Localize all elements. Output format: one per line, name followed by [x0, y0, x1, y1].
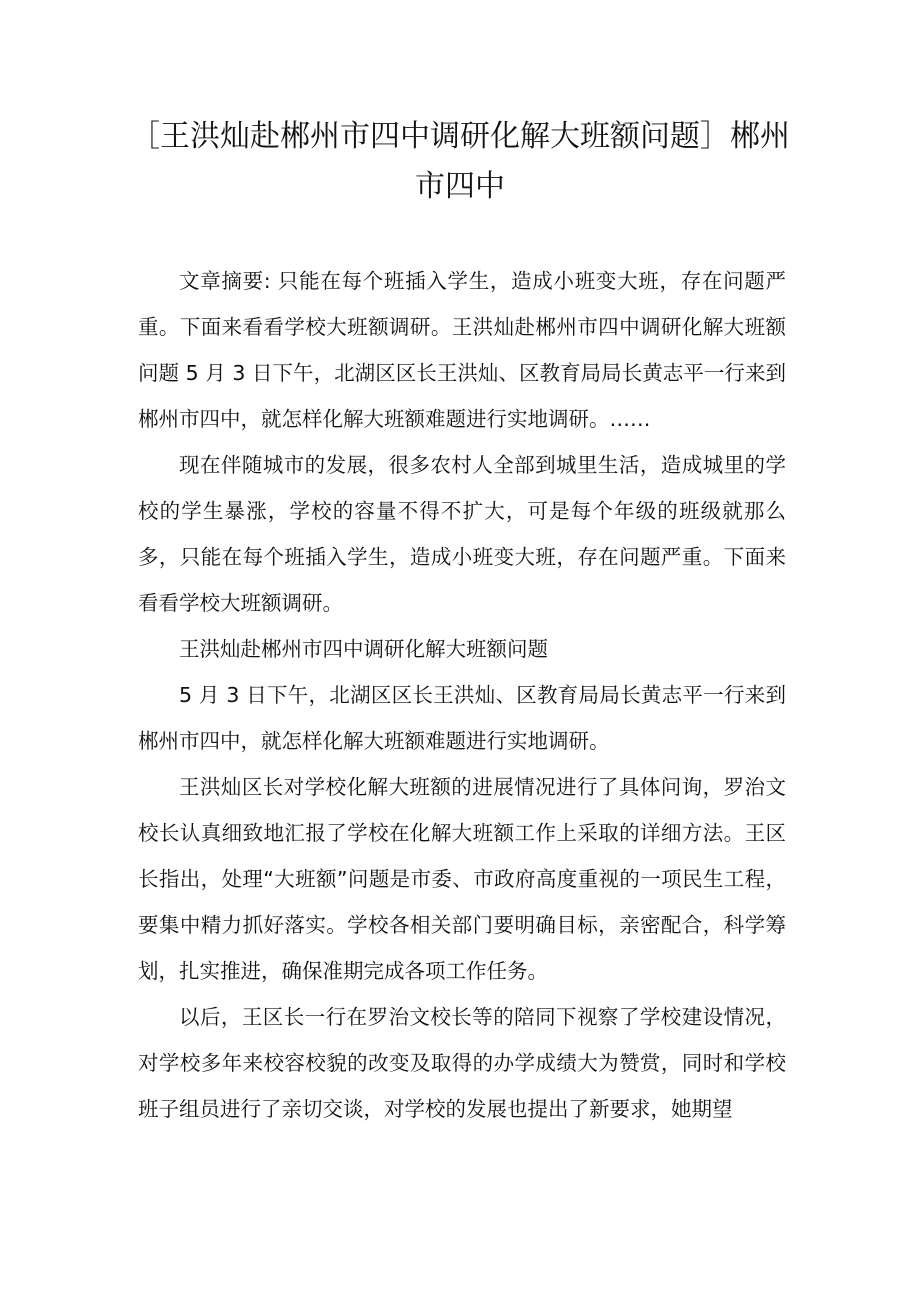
paragraph-visit: 5 月 3 日下午，北湖区区长王洪灿、区教育局局长黄志平一行来到郴州市四中，就怎样化解大班额难题进行实地调研。 [138, 683, 786, 753]
paragraph-background: 现在伴随城市的发展，很多农村人全部到城里生活，造成城里的学校的学生暴涨，学校的容量不得不扩大，可是每个年级的班级就那么多，只能在每个班插入学生，造成小班变大班，存在问题严重。下面来看看学校大班额调研。 [138, 453, 786, 615]
paragraph-abstract: 文章摘要: 只能在每个班插入学生，造成小班变大班，存在问题严重。下面来看看学校大班额调研。王洪灿赴郴州市四中调研化解大班额问题 5 月 3 日下午，北湖区区长王洪灿、区教育局局长黄志平一行来到郴州市四中，就怎样化解大班额难题进行实地调研。…… [138, 269, 786, 431]
document-body [138, 258, 786, 1132]
paragraph-subheading: 王洪灿赴郴州市四中调研化解大班额问题 [179, 637, 548, 661]
document-title: ［王洪灿赴郴州市四中调研化解大班额问题］郴州市四中 [130, 119, 790, 204]
paragraph-inspection: 以后，王区长一行在罗治文校长等的陪同下视察了学校建设情况，对学校多年来校容校貌的改变及取得的办学成绩大为赞赏，同时和学校班子组员进行了亲切交谈，对学校的发展也提出了新要求，她期望 [138, 1005, 786, 1121]
paragraph-inquiry: 王洪灿区长对学校化解大班额的进展情况进行了具体问询，罗治文校长认真细致地汇报了学校在化解大班额工作上采取的详细方法。王区长指出，处理“大班额”问题是市委、市政府高度重视的一项民生工程，要集中精力抓好落实。学校各相关部门要明确目标，亲密配合，科学筹划，扎实推进，确保准期完成各项工作任务。 [138, 775, 786, 983]
